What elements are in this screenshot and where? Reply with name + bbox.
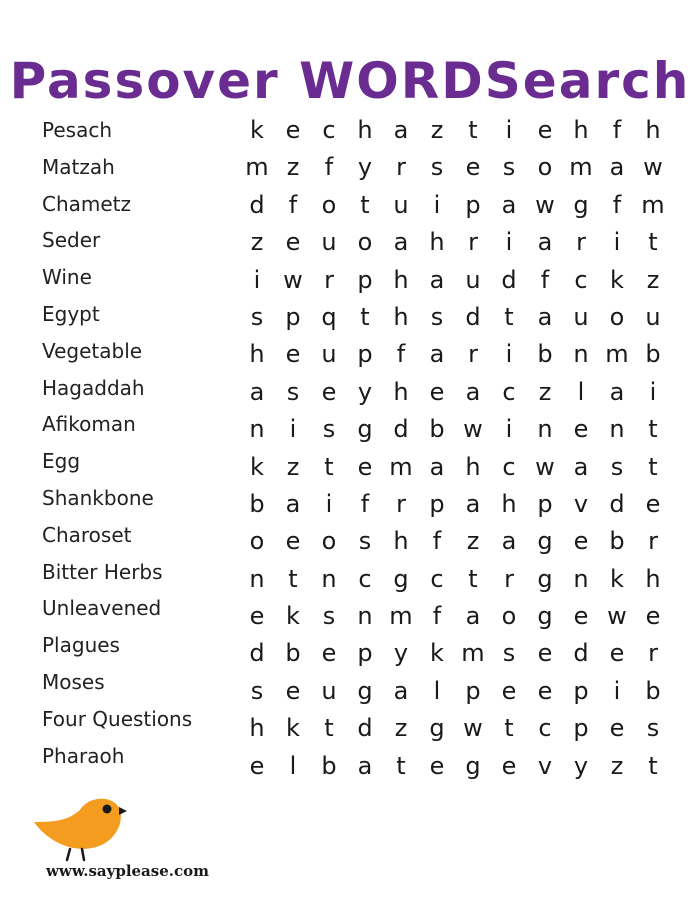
- grid-letter: a: [357, 751, 373, 780]
- grid-letter: n: [249, 564, 265, 593]
- grid-letter: b: [645, 676, 661, 705]
- grid-letter: m: [389, 452, 413, 481]
- word-list-item: Moses: [42, 669, 105, 694]
- grid-letter: e: [285, 116, 301, 144]
- grid-letter: o: [249, 527, 265, 556]
- grid-letter: p: [357, 340, 373, 369]
- grid-letter: r: [468, 340, 478, 369]
- letter-grid: [239, 112, 671, 785]
- grid-letter: n: [249, 415, 265, 444]
- grid-letter: t: [468, 564, 478, 593]
- word-list-item: Charoset: [42, 522, 132, 547]
- grid-letter: p: [465, 190, 481, 219]
- grid-letter: e: [285, 228, 301, 257]
- grid-letter: c: [502, 452, 516, 481]
- grid-letter: o: [537, 153, 553, 182]
- grid-letter: w: [283, 265, 303, 294]
- grid-letter: a: [429, 452, 445, 481]
- grid-letter: s: [250, 676, 264, 705]
- grid-letter: i: [325, 489, 333, 518]
- grid-letter: b: [285, 639, 301, 668]
- grid-letter: e: [537, 676, 553, 705]
- grid-letter: i: [613, 228, 621, 257]
- grid-letter: n: [537, 415, 553, 444]
- grid-letter: e: [609, 714, 625, 743]
- grid-letter: z: [250, 228, 264, 257]
- grid-letter: n: [573, 564, 589, 593]
- grid-letter: e: [321, 377, 337, 406]
- grid-letter: z: [286, 452, 300, 481]
- grid-letter: q: [321, 302, 337, 331]
- grid-letter: w: [607, 602, 627, 631]
- grid-letter: e: [501, 676, 517, 705]
- grid-letter: n: [357, 602, 373, 631]
- grid-letter: h: [645, 564, 661, 593]
- grid-letter: o: [501, 602, 517, 631]
- grid-letter: y: [357, 153, 373, 182]
- grid-letter: i: [649, 377, 657, 406]
- grid-letter: h: [393, 265, 409, 294]
- grid-letter: s: [322, 602, 336, 631]
- grid-letter: p: [537, 489, 553, 518]
- grid-letter: e: [321, 639, 337, 668]
- word-list-item: Shankbone: [42, 485, 154, 510]
- grid-letter: a: [429, 265, 445, 294]
- grid-letter: r: [396, 153, 406, 182]
- grid-letter: t: [324, 714, 334, 743]
- grid-letter: h: [393, 377, 409, 406]
- grid-letter: g: [537, 602, 553, 631]
- grid-letter: z: [466, 527, 480, 556]
- grid-letter: p: [573, 676, 589, 705]
- grid-letter: a: [393, 676, 409, 705]
- grid-letter: z: [646, 265, 660, 294]
- grid-letter: m: [605, 340, 629, 369]
- grid-letter: e: [429, 751, 445, 780]
- grid-letter: k: [250, 452, 264, 481]
- grid-letter: t: [396, 751, 406, 780]
- grid-letter: e: [249, 751, 265, 780]
- grid-letter: t: [648, 228, 658, 257]
- grid-letter: f: [432, 527, 442, 556]
- grid-letter: v: [573, 489, 589, 518]
- grid-letter: y: [573, 751, 589, 780]
- grid-letter: c: [322, 116, 336, 144]
- grid-letter: e: [573, 527, 589, 556]
- grid-letter: m: [461, 639, 485, 668]
- grid-letter: d: [249, 639, 265, 668]
- grid-letter: e: [537, 116, 553, 144]
- grid-letter: g: [393, 564, 409, 593]
- grid-letter: s: [430, 302, 444, 331]
- grid-letter: w: [643, 153, 663, 182]
- grid-letter: f: [396, 340, 406, 369]
- grid-letter: b: [609, 527, 625, 556]
- grid-letter: i: [505, 340, 513, 369]
- grid-letter: b: [645, 340, 661, 369]
- grid-letter: s: [322, 415, 336, 444]
- grid-letter: o: [321, 190, 337, 219]
- grid-letter: m: [569, 153, 593, 182]
- grid-letter: a: [249, 377, 265, 406]
- grid-letter: e: [609, 639, 625, 668]
- grid-letter: u: [393, 190, 409, 219]
- grid-letter: e: [249, 602, 265, 631]
- grid-letter: a: [429, 340, 445, 369]
- grid-letter: c: [502, 377, 516, 406]
- grid-letter: s: [646, 714, 660, 743]
- grid-letter: u: [321, 340, 337, 369]
- word-list: [42, 112, 192, 774]
- grid-letter: l: [577, 377, 585, 406]
- grid-letter: p: [357, 265, 373, 294]
- grid-letter: h: [573, 116, 589, 144]
- word-list-item: Matzah: [42, 154, 115, 179]
- grid-letter: y: [393, 639, 409, 668]
- grid-letter: u: [465, 265, 481, 294]
- grid-letter: t: [360, 190, 370, 219]
- grid-letter: g: [429, 714, 445, 743]
- grid-letter: m: [641, 190, 665, 219]
- grid-letter: a: [501, 527, 517, 556]
- grid-letter: h: [357, 116, 373, 144]
- grid-letter: b: [537, 340, 553, 369]
- grid-letter: t: [324, 452, 334, 481]
- grid-letter: y: [357, 377, 373, 406]
- word-list-item: Unleavened: [42, 596, 162, 621]
- grid-letter: g: [357, 676, 373, 705]
- grid-letter: w: [535, 190, 555, 219]
- grid-letter: c: [574, 265, 588, 294]
- grid-letter: a: [609, 377, 625, 406]
- grid-letter: o: [321, 527, 337, 556]
- grid-letter: t: [504, 714, 514, 743]
- word-list-item: Vegetable: [42, 338, 143, 363]
- grid-letter: h: [429, 228, 445, 257]
- grid-letter: m: [245, 153, 269, 182]
- grid-letter: n: [573, 340, 589, 369]
- grid-letter: a: [285, 489, 301, 518]
- grid-letter: h: [249, 340, 265, 369]
- grid-letter: g: [537, 527, 553, 556]
- word-list-item: Bitter Herbs: [42, 559, 163, 584]
- grid-letter: r: [648, 639, 658, 668]
- grid-letter: u: [645, 302, 661, 331]
- grid-letter: s: [430, 153, 444, 182]
- word-list-item: Seder: [42, 228, 101, 253]
- grid-letter: f: [540, 265, 550, 294]
- grid-letter: e: [537, 639, 553, 668]
- grid-letter: w: [463, 415, 483, 444]
- word-list-item: Chametz: [42, 191, 132, 216]
- grid-letter: t: [360, 302, 370, 331]
- grid-letter: b: [429, 415, 445, 444]
- grid-letter: t: [648, 452, 658, 481]
- website-link[interactable]: www.sayplease.com: [46, 862, 210, 880]
- grid-letter: p: [573, 714, 589, 743]
- grid-letter: o: [357, 228, 373, 257]
- word-list-item: Pesach: [42, 118, 112, 142]
- grid-letter: r: [576, 228, 586, 257]
- grid-letter: e: [573, 602, 589, 631]
- grid-letter: d: [609, 489, 625, 518]
- grid-letter: i: [433, 190, 441, 219]
- grid-letter: a: [573, 452, 589, 481]
- grid-letter: a: [465, 602, 481, 631]
- grid-letter: e: [429, 377, 445, 406]
- grid-letter: w: [463, 714, 483, 743]
- grid-letter: u: [321, 676, 337, 705]
- grid-letter: z: [538, 377, 552, 406]
- word-list-item: Hagaddah: [42, 375, 145, 400]
- grid-letter: f: [612, 190, 622, 219]
- grid-letter: i: [289, 415, 297, 444]
- grid-letter: e: [573, 415, 589, 444]
- grid-letter: h: [393, 527, 409, 556]
- grid-letter: a: [465, 489, 481, 518]
- grid-letter: e: [645, 602, 661, 631]
- grid-letter: z: [430, 116, 444, 144]
- grid-letter: d: [573, 639, 589, 668]
- grid-letter: a: [537, 302, 553, 331]
- grid-letter: h: [501, 489, 517, 518]
- grid-letter: e: [645, 489, 661, 518]
- grid-letter: u: [321, 228, 337, 257]
- word-list-item: Wine: [42, 265, 92, 290]
- grid-letter: f: [324, 153, 334, 182]
- grid-letter: k: [430, 639, 444, 668]
- grid-letter: r: [504, 564, 514, 593]
- grid-letter: e: [501, 751, 517, 780]
- grid-letter: d: [249, 190, 265, 219]
- grid-letter: c: [358, 564, 372, 593]
- word-list-item: Plagues: [42, 633, 120, 658]
- grid-letter: a: [609, 153, 625, 182]
- grid-letter: i: [613, 676, 621, 705]
- grid-letter: n: [321, 564, 337, 593]
- grid-letter: t: [648, 751, 658, 780]
- grid-letter: b: [321, 751, 337, 780]
- grid-letter: z: [394, 714, 408, 743]
- grid-letter: p: [465, 676, 481, 705]
- grid-letter: h: [465, 452, 481, 481]
- grid-letter: f: [432, 602, 442, 631]
- grid-letter: u: [573, 302, 589, 331]
- grid-letter: i: [253, 265, 261, 294]
- grid-letter: t: [504, 302, 514, 331]
- grid-letter: k: [610, 265, 624, 294]
- grid-letter: c: [430, 564, 444, 593]
- grid-letter: i: [505, 415, 513, 444]
- grid-letter: t: [288, 564, 298, 593]
- grid-letter: s: [250, 302, 264, 331]
- grid-letter: h: [645, 116, 661, 144]
- grid-letter: e: [285, 527, 301, 556]
- grid-letter: t: [468, 116, 478, 144]
- grid-letter: d: [357, 714, 373, 743]
- grid-letter: i: [505, 228, 513, 257]
- grid-letter: r: [324, 265, 334, 294]
- word-list-item: Afikoman: [42, 412, 136, 437]
- grid-letter: h: [249, 714, 265, 743]
- grid-letter: v: [537, 751, 553, 780]
- grid-letter: g: [357, 415, 373, 444]
- grid-letter: r: [648, 527, 658, 556]
- grid-letter: w: [535, 452, 555, 481]
- word-list-item: Four Questions: [42, 706, 193, 731]
- grid-letter: a: [393, 228, 409, 257]
- grid-letter: k: [610, 564, 624, 593]
- grid-letter: e: [465, 153, 481, 182]
- grid-letter: c: [538, 714, 552, 743]
- grid-letter: o: [609, 302, 625, 331]
- grid-letter: g: [573, 190, 589, 219]
- grid-letter: f: [288, 190, 298, 219]
- grid-letter: z: [286, 153, 300, 182]
- grid-letter: z: [610, 751, 624, 780]
- grid-letter: k: [286, 602, 300, 631]
- grid-letter: a: [393, 116, 409, 144]
- grid-letter: s: [502, 153, 516, 182]
- bird-logo-icon: [28, 792, 128, 864]
- grid-letter: i: [505, 116, 513, 144]
- grid-letter: p: [429, 489, 445, 518]
- grid-letter: s: [286, 377, 300, 406]
- grid-letter: d: [465, 302, 481, 331]
- grid-letter: r: [468, 228, 478, 257]
- word-list-item: Pharaoh: [42, 743, 125, 768]
- grid-letter: t: [648, 415, 658, 444]
- grid-letter: s: [610, 452, 624, 481]
- grid-letter: f: [360, 489, 370, 518]
- grid-letter: n: [609, 415, 625, 444]
- grid-letter: h: [393, 302, 409, 331]
- word-list-item: Egg: [42, 449, 81, 474]
- page-title: Passover WORDSearch: [9, 51, 691, 110]
- grid-letter: e: [285, 340, 301, 369]
- grid-letter: k: [286, 714, 300, 743]
- grid-letter: m: [389, 602, 413, 631]
- grid-letter: s: [358, 527, 372, 556]
- grid-letter: f: [612, 116, 622, 144]
- word-list-item: Egypt: [42, 301, 100, 326]
- grid-letter: l: [433, 676, 441, 705]
- grid-letter: e: [357, 452, 373, 481]
- grid-letter: d: [393, 415, 409, 444]
- grid-letter: a: [501, 190, 517, 219]
- grid-letter: a: [465, 377, 481, 406]
- grid-letter: d: [501, 265, 517, 294]
- grid-letter: b: [249, 489, 265, 518]
- grid-letter: a: [537, 228, 553, 257]
- grid-letter: r: [396, 489, 406, 518]
- grid-letter: p: [285, 302, 301, 331]
- grid-letter: p: [357, 639, 373, 668]
- grid-letter: s: [502, 639, 516, 668]
- grid-letter: g: [537, 564, 553, 593]
- grid-letter: l: [289, 751, 297, 780]
- grid-letter: e: [285, 676, 301, 705]
- grid-letter: k: [250, 116, 264, 144]
- grid-letter: g: [465, 751, 481, 780]
